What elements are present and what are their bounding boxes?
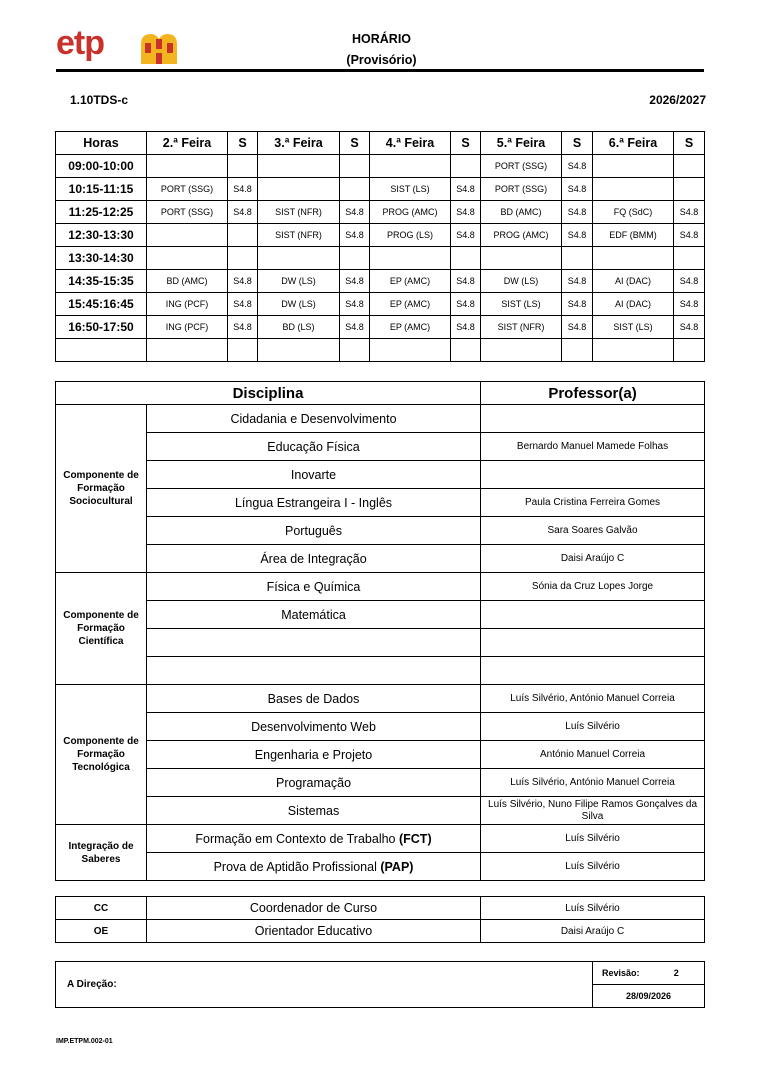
room-cell: S4.8	[562, 316, 593, 339]
role-code: CC	[56, 897, 147, 920]
room-cell: S4.8	[451, 178, 481, 201]
room-cell	[674, 247, 705, 270]
room-cell: S4.8	[674, 316, 705, 339]
subject-cell	[370, 155, 451, 178]
time-slot: 14:35-15:35	[56, 270, 147, 293]
subject-cell: AI (DAC)	[593, 270, 674, 293]
room-cell	[228, 247, 258, 270]
hours-header: Horas	[56, 132, 147, 155]
discipline-name-text: Desenvolvimento Web	[251, 719, 376, 734]
discipline-row	[56, 545, 705, 573]
discipline-row	[56, 601, 705, 629]
discipline-row	[56, 797, 705, 825]
subject-cell: SIST (NFR)	[258, 201, 340, 224]
discipline-name	[147, 741, 481, 769]
component-label: Integração de Saberes	[56, 825, 147, 881]
subject-cell: DW (LS)	[258, 270, 340, 293]
room-cell	[451, 155, 481, 178]
signature-table	[55, 961, 705, 1008]
subject-cell: PORT (SSG)	[147, 201, 228, 224]
day-header: 3.ª Feira	[258, 132, 340, 155]
time-slot: 13:30-14:30	[56, 247, 147, 270]
discipline-name	[147, 825, 481, 853]
subject-cell: EP (AMC)	[370, 270, 451, 293]
discipline-row	[56, 405, 705, 433]
discipline-acronym: (PAP)	[380, 859, 414, 874]
roles-table	[55, 896, 705, 943]
time-slot: 09:00-10:00	[56, 155, 147, 178]
professor-name	[481, 657, 705, 685]
room-cell: S4.8	[562, 293, 593, 316]
room-cell: S4.8	[228, 270, 258, 293]
subject-cell: SIST (LS)	[593, 316, 674, 339]
subject-cell: BD (LS)	[258, 316, 340, 339]
discipline-name-text: Sistemas	[287, 803, 340, 818]
discipline-name	[147, 545, 481, 573]
subject-cell	[147, 155, 228, 178]
document-title: HORÁRIO	[351, 32, 412, 46]
professor-name: Luís Silvério	[481, 825, 705, 853]
time-slot: 12:30-13:30	[56, 224, 147, 247]
subject-cell: SIST (NFR)	[258, 224, 340, 247]
discipline-name-text: Engenharia e Projeto	[254, 747, 373, 762]
role-row	[56, 920, 705, 943]
discipline-row	[56, 769, 705, 797]
subject-cell: DW (LS)	[481, 270, 562, 293]
room-cell	[340, 155, 370, 178]
discipline-name	[147, 657, 481, 685]
discipline-name-text: Educação Física	[267, 439, 360, 454]
room-cell: S4.8	[228, 201, 258, 224]
subject-cell: PROG (AMC)	[370, 201, 451, 224]
professor-name	[481, 405, 705, 433]
subject-cell	[370, 339, 451, 362]
professor-name: Luís Silvério, António Manuel Correia	[481, 685, 705, 713]
subject-cell: EP (AMC)	[370, 293, 451, 316]
room-cell	[340, 339, 370, 362]
room-header: S	[674, 132, 705, 155]
subject-cell	[147, 224, 228, 247]
subject-cell: SIST (NFR)	[481, 316, 562, 339]
professor-name	[481, 461, 705, 489]
room-cell: S4.8	[228, 316, 258, 339]
role-title: Orientador Educativo	[147, 920, 481, 943]
room-cell: S4.8	[674, 224, 705, 247]
time-slot: 15:45:16:45	[56, 293, 147, 316]
time-slot: 16:50-17:50	[56, 316, 147, 339]
discipline-name-text: Formação em Contexto de Trabalho	[195, 831, 399, 846]
discipline-name	[147, 517, 481, 545]
discipline-name	[147, 853, 481, 881]
discipline-name-text: Área de Integração	[260, 551, 367, 566]
discipline-row	[56, 853, 705, 881]
room-cell	[451, 247, 481, 270]
discipline-name-text: Cidadania e Desenvolvimento	[230, 411, 397, 426]
room-cell: S4.8	[562, 224, 593, 247]
discipline-name-text: Prova de Aptidão Profissional	[213, 859, 381, 874]
room-header: S	[340, 132, 370, 155]
discipline-row	[56, 825, 705, 853]
room-cell: S4.8	[562, 270, 593, 293]
professor-name: Luís Silvério	[481, 713, 705, 741]
room-cell: S4.8	[451, 224, 481, 247]
component-label: Componente de Formação Científica	[56, 573, 147, 685]
discipline-name	[147, 405, 481, 433]
discipline-name	[147, 629, 481, 657]
discipline-row	[56, 657, 705, 685]
time-slot	[56, 339, 147, 362]
professor-header: Professor(a)	[481, 382, 705, 405]
direction-label: A Direção:	[56, 962, 593, 1008]
professor-name	[481, 629, 705, 657]
room-cell	[562, 339, 593, 362]
room-cell: S4.8	[562, 155, 593, 178]
subject-cell	[593, 178, 674, 201]
role-code: OE	[56, 920, 147, 943]
component-label: Componente de Formação Sociocultural	[56, 405, 147, 573]
schedule-row	[56, 247, 705, 270]
subject-cell: PROG (LS)	[370, 224, 451, 247]
room-cell: S4.8	[228, 293, 258, 316]
discipline-name-text: Língua Estrangeira I - Inglês	[234, 495, 393, 510]
schedule-row	[56, 270, 705, 293]
schedule-row	[56, 178, 705, 201]
room-cell: S4.8	[340, 270, 370, 293]
subject-cell	[481, 339, 562, 362]
school-year: 2026/2027	[649, 93, 706, 107]
subject-cell	[258, 339, 340, 362]
professor-name: Luís Silvério, António Manuel Correia	[481, 769, 705, 797]
professor-name: Sónia da Cruz Lopes Jorge	[481, 573, 705, 601]
disciplines-header-row	[56, 382, 705, 405]
subject-cell: BD (AMC)	[147, 270, 228, 293]
discipline-name	[147, 433, 481, 461]
professor-name: Bernardo Manuel Mamede Folhas	[481, 433, 705, 461]
subject-cell: ING (PCF)	[147, 316, 228, 339]
subject-cell: PORT (SSG)	[147, 178, 228, 201]
room-cell: S4.8	[674, 201, 705, 224]
schedule-row	[56, 293, 705, 316]
room-header: S	[228, 132, 258, 155]
class-code: 1.10TDS-c	[70, 93, 129, 107]
discipline-name	[147, 769, 481, 797]
logo-text: etp	[56, 24, 104, 62]
role-row	[56, 897, 705, 920]
subject-cell	[593, 339, 674, 362]
discipline-row	[56, 433, 705, 461]
room-cell	[674, 178, 705, 201]
room-cell: S4.8	[451, 293, 481, 316]
subject-cell	[258, 247, 340, 270]
revision-number: 2	[649, 962, 705, 985]
discipline-row	[56, 685, 705, 713]
room-cell: S4.8	[674, 270, 705, 293]
subject-cell	[593, 247, 674, 270]
subject-cell	[147, 339, 228, 362]
discipline-row	[56, 573, 705, 601]
professor-name: António Manuel Correia	[481, 741, 705, 769]
room-cell	[674, 339, 705, 362]
discipline-name-text: Bases de Dados	[267, 691, 360, 706]
discipline-name-text: Matemática	[281, 607, 346, 622]
room-header: S	[451, 132, 481, 155]
room-cell	[674, 155, 705, 178]
schedule-row	[56, 155, 705, 178]
professor-name: Sara Soares Galvão	[481, 517, 705, 545]
subject-cell: AI (DAC)	[593, 293, 674, 316]
subject-cell	[258, 155, 340, 178]
discipline-row	[56, 741, 705, 769]
component-label: Componente de Formação Tecnológica	[56, 685, 147, 825]
discipline-name	[147, 573, 481, 601]
subject-cell: PROG (AMC)	[481, 224, 562, 247]
subject-cell: FQ (SdC)	[593, 201, 674, 224]
discipline-row	[56, 461, 705, 489]
day-header: 5.ª Feira	[481, 132, 562, 155]
room-cell	[451, 339, 481, 362]
revision-date: 28/09/2026	[593, 985, 705, 1008]
discipline-name	[147, 601, 481, 629]
professor-name: Daisi Araújo C	[481, 545, 705, 573]
subject-cell: PORT (SSG)	[481, 178, 562, 201]
room-cell	[340, 247, 370, 270]
discipline-name	[147, 797, 481, 825]
subject-cell: ING (PCF)	[147, 293, 228, 316]
discipline-name-text: Inovarte	[290, 467, 337, 482]
role-person: Daisi Araújo C	[481, 920, 705, 943]
room-cell: S4.8	[562, 201, 593, 224]
schedule-row	[56, 224, 705, 247]
room-cell: S4.8	[451, 316, 481, 339]
room-cell: S4.8	[340, 316, 370, 339]
room-cell: S4.8	[340, 293, 370, 316]
room-cell: S4.8	[674, 293, 705, 316]
schedule-header-row	[56, 132, 705, 155]
form-code: IMP.ETPM.002-01	[56, 1038, 113, 1045]
discipline-name	[147, 461, 481, 489]
schedule-row	[56, 339, 705, 362]
document-subtitle: (Provisório)	[346, 53, 417, 67]
signature-row	[56, 962, 705, 985]
schedule-row	[56, 316, 705, 339]
subject-cell: DW (LS)	[258, 293, 340, 316]
room-cell: S4.8	[340, 224, 370, 247]
header-divider	[56, 69, 704, 72]
subject-cell	[481, 247, 562, 270]
discipline-row	[56, 629, 705, 657]
room-cell	[562, 247, 593, 270]
room-cell	[228, 339, 258, 362]
subject-cell	[593, 155, 674, 178]
schedule-row	[56, 201, 705, 224]
discipline-row	[56, 713, 705, 741]
discipline-name-text: Programação	[275, 775, 352, 790]
room-cell: S4.8	[451, 201, 481, 224]
subject-cell: PORT (SSG)	[481, 155, 562, 178]
subject-cell: EDF (BMM)	[593, 224, 674, 247]
disciplines-table	[55, 381, 705, 881]
discipline-name	[147, 489, 481, 517]
subject-cell	[370, 247, 451, 270]
day-header: 2.ª Feira	[147, 132, 228, 155]
discipline-acronym: (FCT)	[398, 831, 432, 846]
role-title: Coordenador de Curso	[147, 897, 481, 920]
professor-name: Paula Cristina Ferreira Gomes	[481, 489, 705, 517]
discipline-name	[147, 713, 481, 741]
discipline-name-text: Português	[285, 523, 342, 538]
subject-cell: EP (AMC)	[370, 316, 451, 339]
time-slot: 11:25-12:25	[56, 201, 147, 224]
professor-name	[481, 601, 705, 629]
room-cell: S4.8	[228, 178, 258, 201]
discipline-row	[56, 489, 705, 517]
day-header: 6.ª Feira	[593, 132, 674, 155]
room-cell: S4.8	[562, 178, 593, 201]
professor-name: Luís Silvério, Nuno Filipe Ramos Gonçalves da Silva	[481, 797, 705, 825]
schedule-table	[55, 131, 705, 362]
subject-cell: BD (AMC)	[481, 201, 562, 224]
discipline-row	[56, 517, 705, 545]
day-header: 4.ª Feira	[370, 132, 451, 155]
professor-name: Luís Silvério	[481, 853, 705, 881]
discipline-header: Disciplina	[56, 382, 481, 405]
subject-cell	[258, 178, 340, 201]
subject-cell: SIST (LS)	[370, 178, 451, 201]
revision-label: Revisão:	[593, 962, 649, 985]
subject-cell: SIST (LS)	[481, 293, 562, 316]
room-cell: S4.8	[340, 201, 370, 224]
discipline-name-text: Física e Química	[266, 579, 361, 594]
room-header: S	[562, 132, 593, 155]
time-slot: 10:15-11:15	[56, 178, 147, 201]
room-cell	[340, 178, 370, 201]
room-cell: S4.8	[451, 270, 481, 293]
subject-cell	[147, 247, 228, 270]
room-cell	[228, 224, 258, 247]
discipline-name	[147, 685, 481, 713]
room-cell	[228, 155, 258, 178]
role-person: Luís Silvério	[481, 897, 705, 920]
